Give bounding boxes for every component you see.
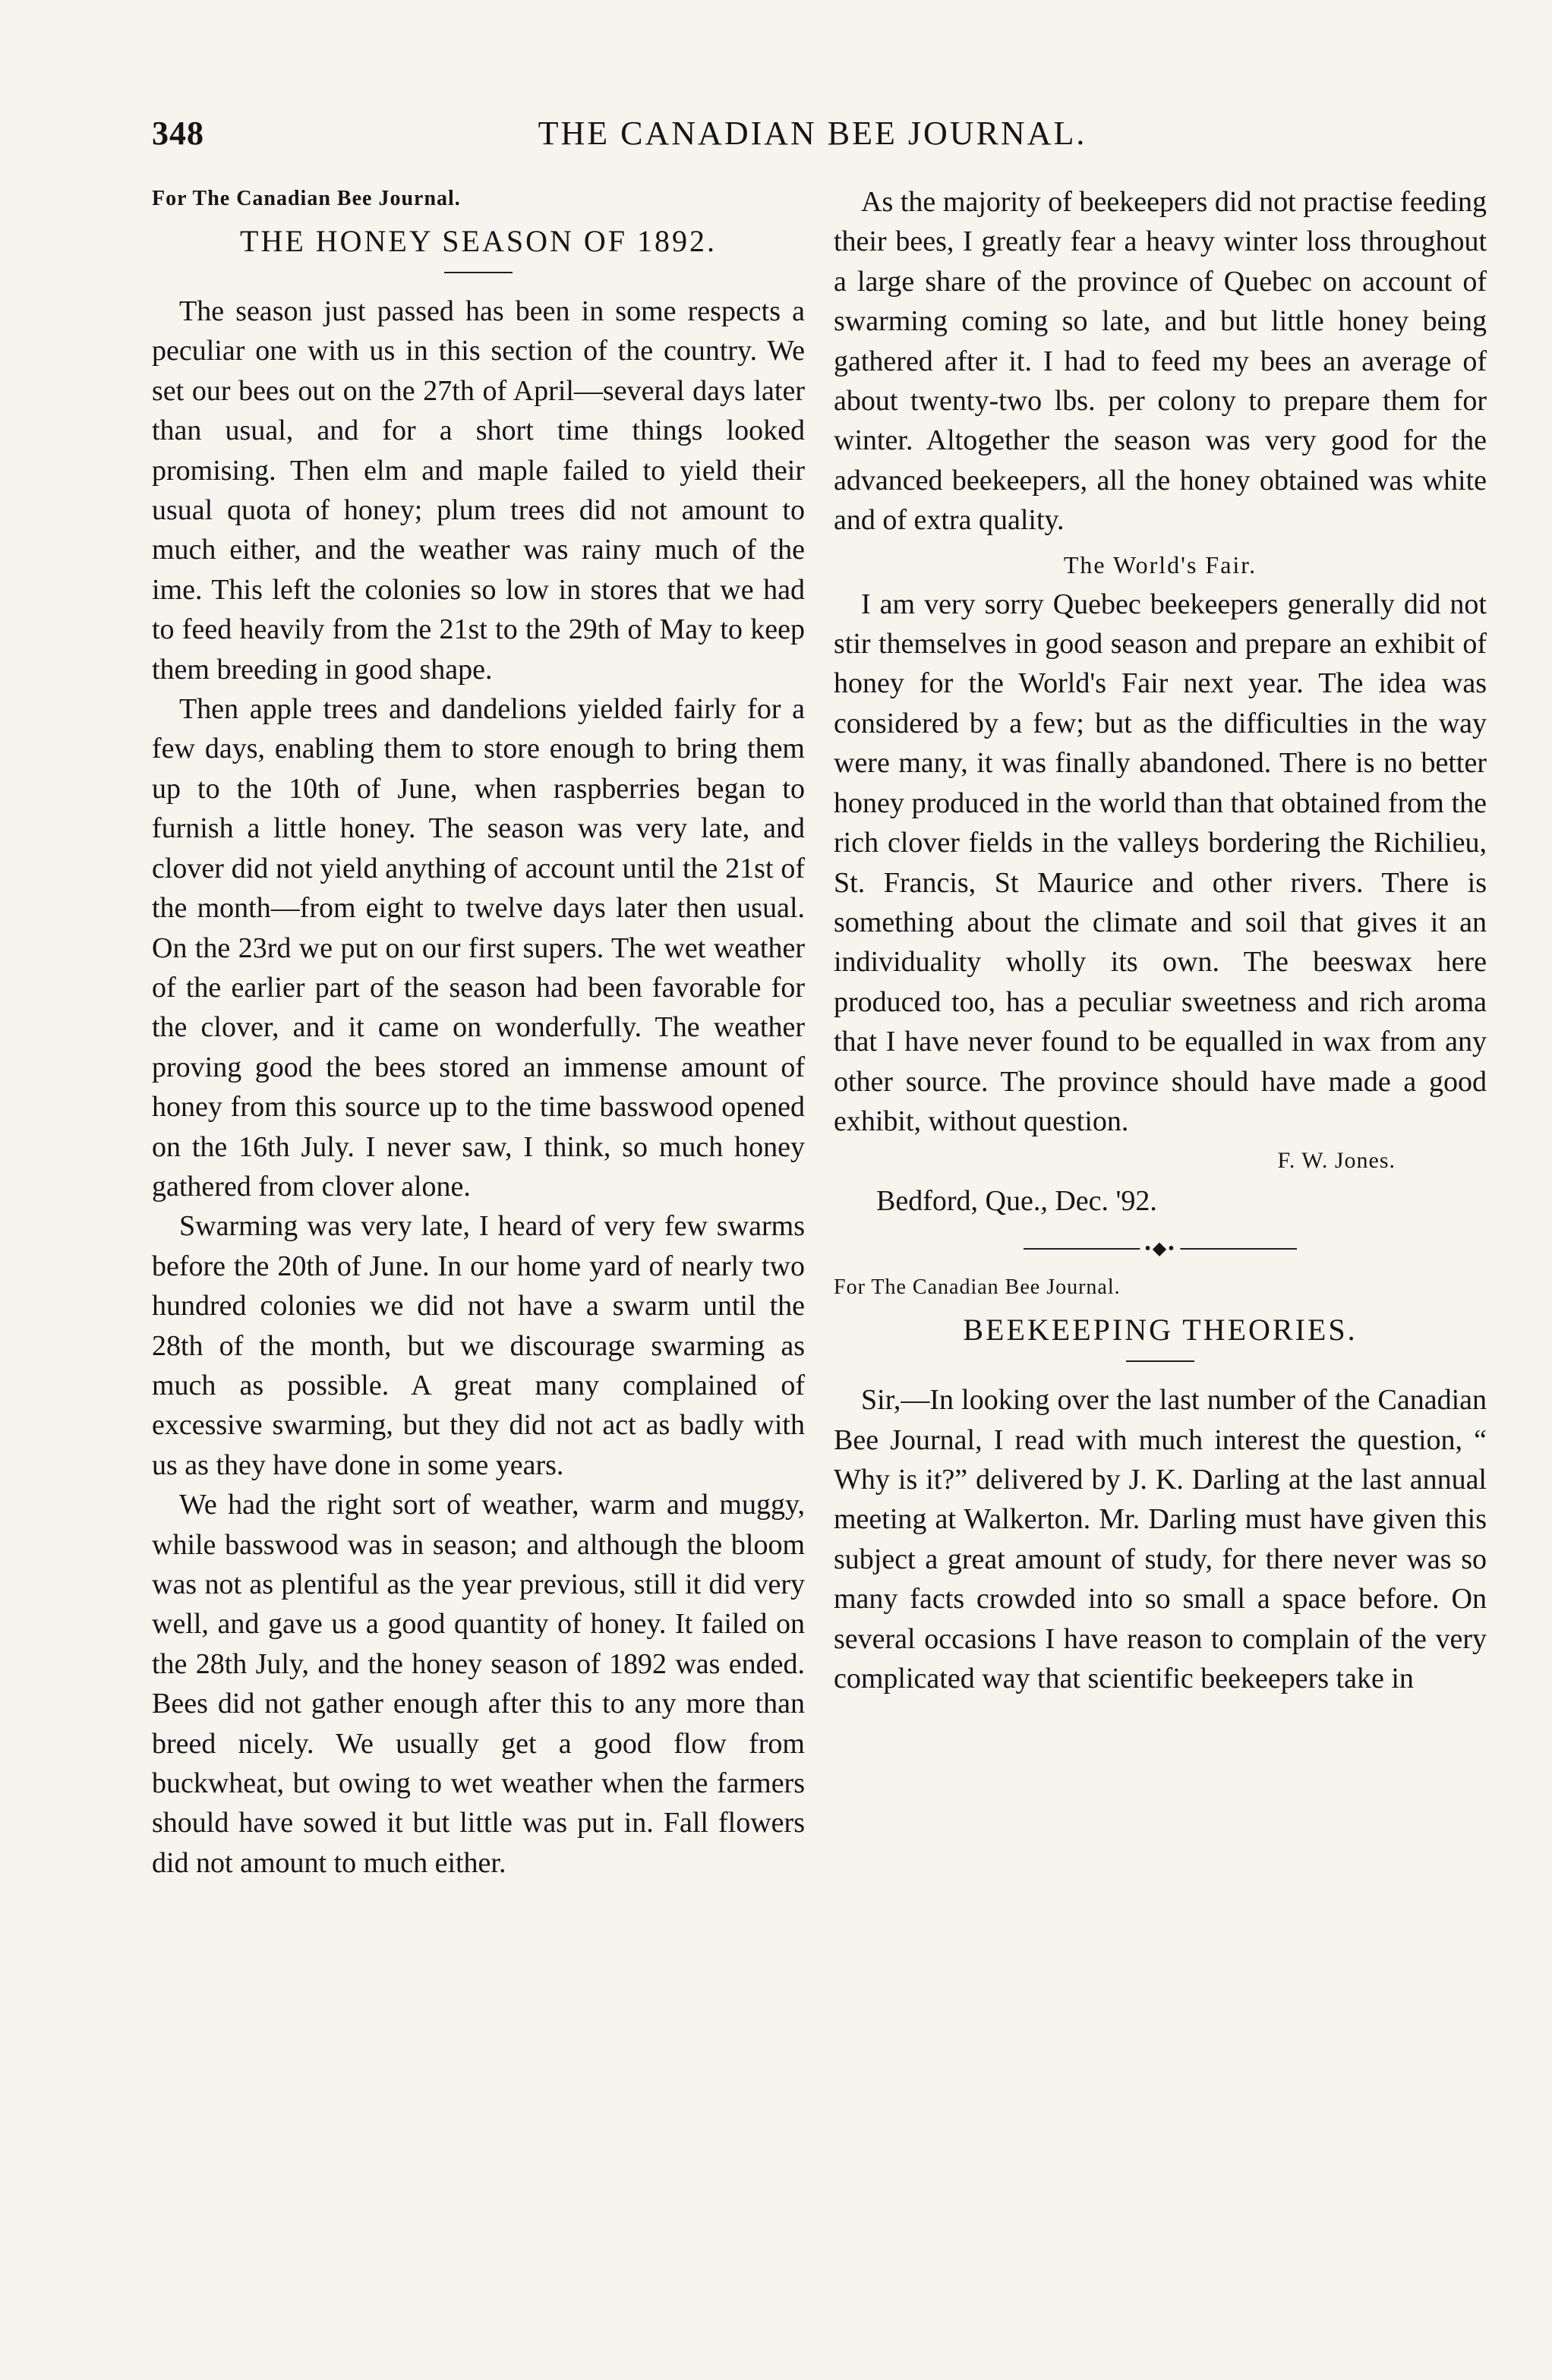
article-title: THE HONEY SEASON OF 1892.	[240, 224, 717, 258]
article-paragraph: Then apple trees and dandelions yielded fairly for a few days, enabling them to store enough to bring them up to the 10th of June, when raspberries began to furnish a little honey. The season was very late, and clover did not yield anything of account until the 21st of the month—from eight to twelve days later then usual. On the 23rd we put on our first supers. The wet weather of the earlier part of the season had been favorable for the clover, and it came on wonderfully. The weather proving good the bees stored an immense amount of honey from this source up to the time basswood opened on the 16th July. I never saw, I think, so much honey gathered from clover alone.	[152, 693, 805, 1203]
article-separator	[1024, 1237, 1297, 1260]
running-head	[152, 114, 1473, 167]
article-paragraph: We had the right sort of weather, warm and muggy, while basswood was in season; and although the bloom was not as plentiful as the year previous, still it did very well, and gave us a good quantity of honey. It failed on the 28th July, and the honey season of 1892 was ended. Bees did not gather enough after this to any more than breed nicely. We usually get a good flow from buckwheat, but owing to wet weather when the farmers should have sowed it but little was put in. Fall flowers did not amount to much either.	[152, 1489, 805, 1879]
article-paragraph: Swarming was very late, I heard of very few swarms before the 20th of June. In our home yard of nearly two hundred colonies we did not have a swarm until the 28th of the month, but we discourage swarming as much as possible. A great many complained of excessive swarming, but they did not act as badly with us as they have done in some years.	[152, 1210, 805, 1481]
article-paragraph: As the majority of beekeepers did not practise feeding their bees, I greatly fear a heavy winter loss throughout a large share of the province of Quebec on account of swarming coming so late, and but little honey being gathered after it. I had to feed my bees an average of about twenty-two lbs. per colony to prepare them for winter. Altogether the season was very good for the advanced beekeepers, all the honey obtained was white and of extra quality.	[834, 186, 1487, 537]
article-paragraph: The season just passed has been in some respects a peculiar one with us in this section of the country. We set our bees out on the 27th of April—several days later than usual, and for a short time things looked promising. Then elm and maple failed to yield their usual quota of honey; plum trees did not amount to much either, and the weather was rainy much of the ime. This left the colonies so low in stores that we had to feed heavily from the 21st to the 29th of May to keep them breeding in good shape.	[152, 295, 805, 686]
author-signature: F. W. Jones.	[1277, 1148, 1396, 1174]
journal-title: THE CANADIAN BEE JOURNAL.	[538, 115, 1087, 152]
article-paragraph: Sir,—In looking over the last number of the Canadian Bee Journal, I read with much interest the question, “ Why is it?” delivered by J. K. Darling at the last annual meeting at Walkerton. Mr. Darling must have given this subject a great amount of study, for there never was so many facts crowded into so small a space before. On several occasions I have reason to complain of the very complicated way that scientific beekeepers take in	[834, 1384, 1487, 1694]
title-rule	[444, 272, 513, 273]
right-column	[834, 182, 1487, 1698]
title-rule	[1126, 1360, 1194, 1362]
separator-ornament: •◆•	[1140, 1237, 1180, 1260]
article-paragraph: I am very sorry Quebec beekeepers generally did not stir themselves in good season and prepare an exhibit of honey for the World's Fair next year. The idea was considered by a few; but as the difficulties in the way were many, it was finally abandoned. There is no better honey produced in the world than that obtained from the rich clover fields in the valleys bordering the Richilieu, St. Francis, St Maurice and other rivers. There is something about the climate and soil that gives it an individuality wholly its own. The beeswax here produced too, has a peculiar sweetness and rich aroma that I have never found to be equalled in wax from any other source. The province should have made a good exhibit, without question.	[834, 588, 1487, 1137]
section-heading: The World's Fair.	[1063, 550, 1257, 578]
article-source-line: For The Canadian Bee Journal.	[152, 187, 461, 210]
left-column	[152, 182, 805, 1883]
article-title: BEEKEEPING THEORIES.	[963, 1313, 1358, 1348]
article-source-line: For The Canadian Bee Journal.	[834, 1275, 1121, 1300]
page-number: 348	[152, 115, 204, 152]
dateline: Bedford, Que., Dec. '92.	[876, 1184, 1157, 1217]
